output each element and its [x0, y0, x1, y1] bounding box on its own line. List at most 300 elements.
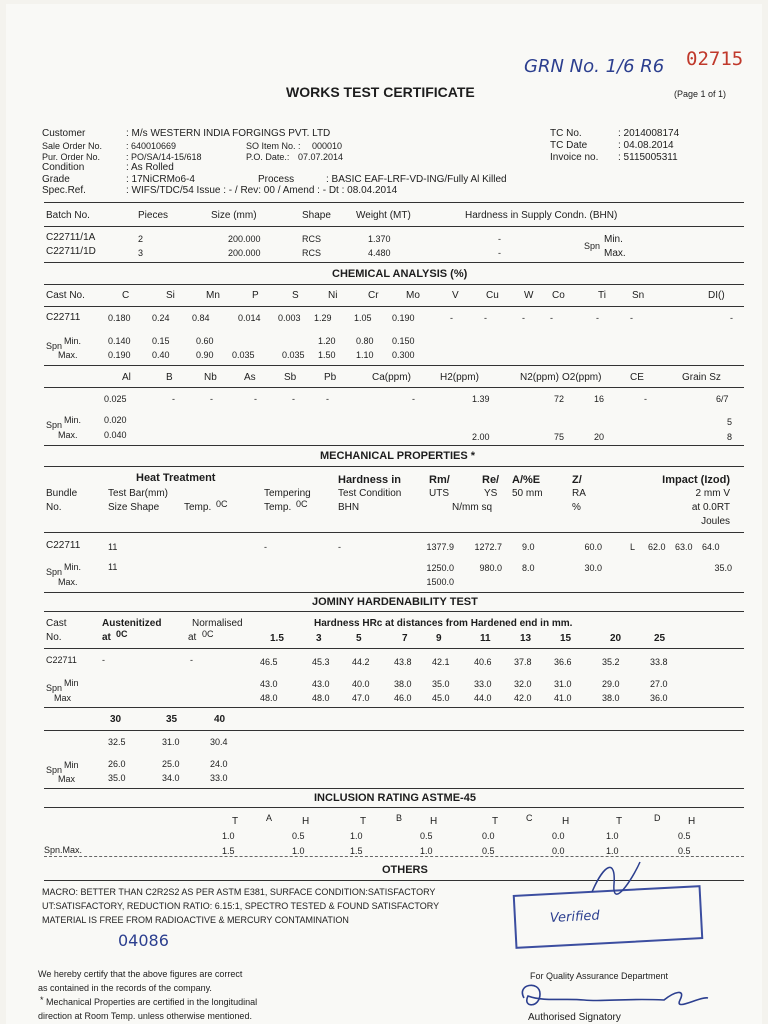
batch-header: Weight (MT): [356, 210, 411, 221]
mech-header: N/mm sq: [452, 502, 492, 513]
max-label: Max: [58, 774, 76, 784]
tc-no-value: : 2014008174: [618, 128, 680, 139]
mech-cell: 1377.9: [426, 542, 454, 552]
jominy-cell: -: [102, 655, 105, 665]
spn-label: Spn: [584, 241, 601, 251]
mech-header: Z/: [572, 474, 582, 486]
chem-header: Si: [166, 290, 175, 301]
jominy-distance: 9: [436, 633, 442, 644]
handwritten-ref: GRN No. 1/6 R6: [524, 56, 665, 77]
chem-cell: 0.014: [238, 313, 261, 323]
divider: [44, 592, 744, 593]
chem-cell: -: [730, 313, 733, 323]
mech-header: Joules: [701, 516, 730, 527]
chem-cell: -: [254, 394, 257, 404]
mech-cell: 11: [108, 562, 118, 572]
jominy-header: at: [188, 632, 197, 643]
min-label: Min.: [604, 234, 623, 245]
signature-scribble-top: [586, 854, 646, 900]
chem-cell: -: [450, 313, 453, 323]
chem-cell: -: [326, 394, 329, 404]
batch-cell: C22711/1D: [46, 246, 96, 257]
jominy-header: at: [102, 632, 111, 643]
chem-header: Ti: [598, 290, 606, 301]
chem-cell: 1.05: [354, 313, 372, 323]
divider: [44, 262, 744, 263]
chem-header: DI(): [708, 290, 725, 301]
jominy-cell: 32.0: [514, 679, 532, 689]
chem-cell: 0.035: [282, 350, 305, 360]
jominy-cell: 32.5: [108, 737, 126, 747]
chem-value: 20: [594, 432, 605, 442]
divider: [44, 648, 744, 649]
certify-line: as contained in the records of the company.: [38, 983, 212, 993]
chem-cell: -: [630, 313, 633, 323]
inclusion-cell: 0.0: [482, 831, 495, 841]
divider: [44, 284, 744, 285]
jominy-distance: 15: [560, 633, 572, 644]
sale-order-label: Sale Order No.: [42, 141, 103, 151]
jominy-header: No.: [46, 632, 62, 643]
jominy-cell: 35.0: [432, 679, 450, 689]
chem-value: 2.00: [472, 432, 490, 442]
chem-cell: 16: [594, 394, 605, 404]
max-label: Max.: [58, 350, 78, 360]
mech-header: Temp.: [264, 502, 292, 513]
jominy-distance: 5: [356, 633, 362, 644]
chem-value: 0.040: [104, 430, 127, 440]
spec-value: : WIFS/TDC/54 Issue : - / Rev: 00 / Amend : - Dt : 08.04.2014: [126, 185, 398, 196]
inclusion-cell: 0.5: [482, 846, 495, 856]
divider: [44, 365, 744, 366]
jominy-cell: 36.6: [554, 657, 572, 667]
chem-cell: 1.10: [356, 350, 374, 360]
max-label: Max: [54, 693, 72, 703]
sale-order-value: : 640010669: [126, 141, 177, 151]
mech-cell: 62.0: [648, 542, 666, 552]
so-item-label: SO Item No. :: [246, 141, 301, 151]
divider: [44, 445, 744, 446]
chem-header: C: [122, 290, 130, 301]
mech-cell: C22711: [46, 540, 81, 551]
jominy-cell: 35.0: [108, 773, 126, 783]
batch-cell: RCS: [302, 234, 322, 244]
chem-cell: 0.300: [392, 350, 415, 360]
chem-cell: 1.50: [318, 350, 336, 360]
customer-value: : M/s WESTERN INDIA FORGINGS PVT. LTD: [126, 128, 331, 139]
jominy-cell: 43.8: [394, 657, 412, 667]
chem-header: Sn: [632, 290, 645, 301]
chem-header: Ni: [328, 290, 338, 301]
jominy-header: Hardness HRc at distances from Hardened end in mm.: [314, 618, 573, 629]
pur-order-label: Pur. Order No.: [42, 152, 101, 162]
jominy-distance: 13: [520, 633, 532, 644]
inclusion-group: B: [396, 813, 403, 823]
jominy-cell: 45.3: [312, 657, 330, 667]
inclusion-cell: 1.0: [606, 831, 619, 841]
chem-header: Mo: [406, 290, 420, 301]
mech-header: Test Bar(mm): [108, 488, 168, 499]
certificate-page: [6, 4, 762, 1024]
footnote-star: *: [40, 995, 44, 1005]
jominy-cell: 44.0: [474, 693, 492, 703]
mech-cell: 9.0: [522, 542, 535, 552]
mech-cell: 1250.0: [426, 563, 454, 573]
batch-header: Batch No.: [46, 210, 90, 221]
divider: [44, 730, 744, 731]
mech-header: YS: [484, 488, 498, 499]
process-label: Process: [258, 174, 295, 185]
chem-header: H2(ppm): [440, 372, 479, 383]
jominy-cell: 46.0: [394, 693, 412, 703]
batch-cell: 200.000: [228, 234, 261, 244]
tc-date-value: : 04.08.2014: [618, 140, 674, 151]
mech-header: at 0.0RT: [691, 502, 730, 513]
chem-cell: 0.24: [152, 313, 170, 323]
mech-header: Rm/: [429, 474, 450, 486]
jominy-distance: 20: [610, 633, 622, 644]
jominy-distance: 25: [654, 633, 666, 644]
jominy-header-unit: 0C: [202, 629, 214, 639]
jominy-header: Austenitized: [102, 618, 162, 629]
others-line: UT:SATISFACTORY, REDUCTION RATIO: 6.15:1, SPECTRO TESTED & FOUND SATISFACTORY: [42, 901, 440, 911]
process-value: : BASIC EAF-LRF-VD-ING/Fully Al Killed: [326, 174, 507, 185]
mech-header: Bundle: [46, 488, 78, 499]
batch-cell: -: [498, 248, 501, 258]
mech-header: 50 mm: [512, 488, 543, 499]
jominy-cell: 36.0: [650, 693, 668, 703]
chem-cell: 0.90: [196, 350, 214, 360]
jominy-header: Cast: [46, 618, 67, 629]
mech-header: Size Shape: [108, 502, 160, 513]
jominy-cell: 40.6: [474, 657, 492, 667]
spn-label: Spn: [46, 765, 63, 775]
mech-header: Heat Treatment: [136, 472, 216, 484]
divider: [44, 226, 744, 227]
jominy-cell: 41.0: [554, 693, 572, 703]
min-label: Min.: [64, 415, 82, 425]
chem-header: Grain Sz: [682, 372, 721, 383]
chem-cell: 0.140: [108, 336, 131, 346]
jominy-distance: 30: [110, 714, 122, 725]
chem-cell: 0.84: [192, 313, 210, 323]
max-label: Max.: [58, 577, 78, 587]
mech-cell: 980.0: [479, 563, 502, 573]
jominy-distance: 7: [402, 633, 408, 644]
chem-cell: 72: [554, 394, 565, 404]
customer-label: Customer: [42, 128, 86, 139]
mech-header: Re/: [482, 474, 500, 486]
mech-cell: -: [264, 542, 267, 552]
batch-cell: 200.000: [228, 248, 261, 258]
divider: [44, 807, 744, 808]
chem-header: Ca(ppm): [372, 372, 411, 383]
chem-header: Nb: [204, 372, 217, 383]
mech-header: Test Condition: [338, 488, 402, 499]
mech-header: BHN: [338, 502, 360, 513]
inclusion-group: A: [266, 813, 273, 823]
inclusion-group: C: [526, 813, 533, 823]
max-label: Max.: [58, 430, 78, 440]
inclusion-cell: 0.0: [552, 831, 565, 841]
chem-cell: -: [292, 394, 295, 404]
jominy-cell: 30.4: [210, 737, 228, 747]
chem-cell: -: [550, 313, 553, 323]
chem-header: P: [252, 290, 259, 301]
jominy-cell: 26.0: [108, 759, 126, 769]
jominy-title: JOMINY HARDENABILITY TEST: [312, 596, 478, 608]
jominy-cell: 27.0: [650, 679, 668, 689]
inclusion-title: INCLUSION RATING ASTME-45: [314, 792, 476, 804]
inclusion-th: H: [302, 816, 310, 827]
mech-header: 2 mm V: [695, 488, 730, 499]
min-label: Min.: [64, 336, 82, 346]
chem-header: V: [452, 290, 459, 301]
batch-cell: 2: [138, 234, 144, 244]
chem-cell: 1.20: [318, 336, 336, 346]
chem-cell: 0.150: [392, 336, 415, 346]
jominy-header-unit: 0C: [116, 629, 128, 639]
batch-cell: -: [498, 234, 501, 244]
qa-department: For Quality Assurance Department: [530, 971, 669, 981]
page-info: (Page 1 of 1): [674, 89, 727, 99]
jominy-cell: 33.0: [474, 679, 492, 689]
mech-header: A/%E: [512, 474, 541, 486]
chem-header: Pb: [324, 372, 337, 383]
min-label: Min.: [64, 562, 82, 572]
jominy-cell: -: [190, 655, 193, 665]
others-line: MACRO: BETTER THAN C2R2S2 AS PER ASTM E381, SURFACE CONDITION:SATISFACTORY: [42, 887, 436, 897]
chem-header: Cr: [368, 290, 379, 301]
jominy-cell: 38.0: [394, 679, 412, 689]
chem-cell: -: [596, 313, 599, 323]
jominy-cell: 40.0: [352, 679, 370, 689]
condition-label: Condition: [42, 162, 85, 173]
jominy-header: Normalised: [192, 618, 243, 629]
handwritten-number: 04086: [118, 931, 169, 950]
mech-header: RA: [572, 488, 586, 499]
chem-header: Mn: [206, 290, 220, 301]
jominy-cell: 34.0: [162, 773, 180, 783]
jominy-cell: 42.1: [432, 657, 450, 667]
jominy-cell: 38.0: [602, 693, 620, 703]
inclusion-th: T: [232, 816, 239, 827]
jominy-cell: 25.0: [162, 759, 180, 769]
tc-date-label: TC Date: [550, 140, 588, 151]
certificate-number-stamp: 02715: [686, 48, 744, 70]
mech-cell: -: [338, 542, 341, 552]
inclusion-cell: 0.5: [292, 831, 305, 841]
mech-header: %: [572, 502, 581, 513]
spn-label: Spn: [46, 341, 63, 351]
chem-cell: 0.180: [108, 313, 131, 323]
so-item-value: 000010: [312, 141, 343, 151]
min-label: Min: [64, 760, 79, 770]
jominy-cell: 31.0: [162, 737, 180, 747]
invoice-label: Invoice no.: [550, 152, 599, 163]
chem-cell: 0.190: [392, 313, 415, 323]
divider: [44, 466, 744, 467]
chem-cell: 0.60: [196, 336, 214, 346]
stamp-text: Verified: [549, 908, 601, 927]
chem-header: N2(ppm): [520, 372, 559, 383]
batch-cell: 3: [138, 248, 144, 258]
others-line: MATERIAL IS FREE FROM RADIOACTIVE & MERCURY CONTAMINATION: [42, 915, 349, 925]
batch-cell: C22711/1A: [46, 232, 96, 243]
mech-cell: 35.0: [714, 563, 732, 573]
mech-header-unit: 0C: [216, 499, 228, 509]
chem-cell: 0.40: [152, 350, 170, 360]
condition-value: : As Rolled: [126, 162, 174, 173]
jominy-distance: 40: [214, 714, 226, 725]
page-title: WORKS TEST CERTIFICATE: [286, 84, 475, 100]
footnote-line: direction at Room Temp. unless otherwise mentioned.: [38, 1011, 252, 1021]
jominy-cell: 33.0: [210, 773, 228, 783]
inclusion-th: T: [360, 816, 367, 827]
chem-cell: 0.025: [104, 394, 127, 404]
spn-label: Spn: [46, 567, 63, 577]
chem-header: B: [166, 372, 173, 383]
jominy-cell: 47.0: [352, 693, 370, 703]
chem-header: Al: [122, 372, 131, 383]
grade-value: : 17NiCRMo6-4: [126, 174, 195, 185]
batch-header: Pieces: [138, 210, 169, 221]
mech-cell: L: [630, 542, 636, 552]
inclusion-th: T: [492, 816, 499, 827]
jominy-cell: 44.2: [352, 657, 370, 667]
jominy-cell: 29.0: [602, 679, 620, 689]
divider: [44, 532, 744, 533]
jominy-distance: 3: [316, 633, 322, 644]
inclusion-cell: 0.5: [678, 831, 691, 841]
batch-header: Hardness in Supply Condn. (BHN): [465, 210, 618, 221]
chem-cell: 1.39: [472, 394, 490, 404]
mech-header: Tempering: [264, 488, 311, 499]
min-label: Min: [64, 678, 79, 688]
inclusion-group: D: [654, 813, 661, 823]
jominy-cell: 35.2: [602, 657, 620, 667]
mech-header: No.: [46, 502, 62, 513]
chem-header: Cast No.: [46, 290, 85, 301]
inclusion-cell: 1.5: [350, 846, 363, 856]
mech-header-unit: 0C: [296, 499, 308, 509]
jominy-distance: 11: [480, 633, 491, 644]
chem-value: 5: [726, 417, 732, 427]
chem-header: CE: [630, 372, 644, 383]
chem-cell: -: [522, 313, 525, 323]
jominy-cell: 48.0: [312, 693, 330, 703]
invoice-value: : 5115005311: [618, 152, 678, 163]
mech-cell: 1500.0: [426, 577, 454, 587]
inclusion-cell: 1.0: [222, 831, 235, 841]
batch-cell: 1.370: [368, 234, 391, 244]
chem-cell: -: [484, 313, 487, 323]
jominy-cell: 42.0: [514, 693, 532, 703]
chem-header: Cu: [486, 290, 499, 301]
mech-cell: 64.0: [702, 542, 720, 552]
inclusion-th: H: [430, 816, 438, 827]
jominy-distance: 35: [166, 714, 178, 725]
jominy-cell: C22711: [46, 655, 77, 665]
po-date-label: P.O. Date.:: [246, 152, 290, 162]
inclusion-cell: 1.0: [420, 846, 433, 856]
spec-label: Spec.Ref.: [42, 185, 86, 196]
chem-cell: -: [210, 394, 213, 404]
mech-header: Impact (Izod): [662, 474, 730, 486]
po-date-value: 07.07.2014: [298, 152, 344, 162]
authorised-signature: [514, 978, 714, 1012]
inclusion-th: H: [562, 816, 570, 827]
inclusion-cell: 0.5: [678, 846, 691, 856]
divider: [44, 611, 744, 612]
chem-header: S: [292, 290, 299, 301]
max-label: Max.: [604, 248, 626, 259]
chem-cell: 1.29: [314, 313, 332, 323]
chem-value: 75: [554, 432, 565, 442]
jominy-cell: 43.0: [312, 679, 330, 689]
chem-header: Sb: [284, 372, 297, 383]
jominy-cell: 24.0: [210, 759, 228, 769]
divider: [44, 707, 744, 708]
mech-header: Hardness in: [338, 474, 401, 486]
pur-order-value: : PO/SA/14-15/618: [126, 152, 202, 162]
chem-cell: 0.035: [232, 350, 255, 360]
inclusion-th: T: [616, 816, 623, 827]
jominy-cell: 43.0: [260, 679, 278, 689]
divider: [44, 306, 744, 307]
certify-line: We hereby certify that the above figures are correct: [38, 969, 243, 979]
mech-cell: 11: [108, 542, 118, 552]
chem-header: As: [244, 372, 256, 383]
footnote-line: Mechanical Properties are certified in the longitudinal: [46, 997, 258, 1007]
chem-cell: -: [172, 394, 175, 404]
inclusion-cell: 1.0: [292, 846, 305, 856]
jominy-distance: 1.5: [270, 633, 284, 644]
batch-cell: 4.480: [368, 248, 391, 258]
divider: [44, 387, 744, 388]
divider: [44, 202, 744, 203]
inclusion-cell: 1.0: [350, 831, 363, 841]
mech-title: MECHANICAL PROPERTIES *: [320, 450, 476, 462]
spn-label: Spn: [46, 420, 63, 430]
chem-cell: -: [412, 394, 415, 404]
inclusion-cell: 1.0: [606, 846, 619, 856]
jominy-cell: 33.8: [650, 657, 668, 667]
mech-cell: 1272.7: [474, 542, 502, 552]
chem-cell: 6/7: [716, 394, 729, 404]
chem-cell: 0.003: [278, 313, 301, 323]
others-title: OTHERS: [382, 864, 428, 876]
chem-cell: -: [644, 394, 647, 404]
chem-cell: 0.80: [356, 336, 374, 346]
batch-cell: RCS: [302, 248, 322, 258]
divider: [44, 788, 744, 789]
mech-header: Temp.: [184, 502, 212, 513]
jominy-cell: 31.0: [554, 679, 572, 689]
tc-no-label: TC No.: [550, 128, 582, 139]
chem-cell: 0.190: [108, 350, 131, 360]
authorised-signatory: Authorised Signatory: [528, 1012, 621, 1023]
jominy-cell: 46.5: [260, 657, 278, 667]
batch-header: Size (mm): [211, 210, 257, 221]
inclusion-cell: 0.0: [552, 846, 565, 856]
mech-cell: 8.0: [522, 563, 535, 573]
batch-header: Shape: [302, 210, 331, 221]
chem-header: Co: [552, 290, 565, 301]
chem-value: 0.020: [104, 415, 127, 425]
inclusion-cell: 1.5: [222, 846, 235, 856]
mech-cell: 60.0: [584, 542, 602, 552]
